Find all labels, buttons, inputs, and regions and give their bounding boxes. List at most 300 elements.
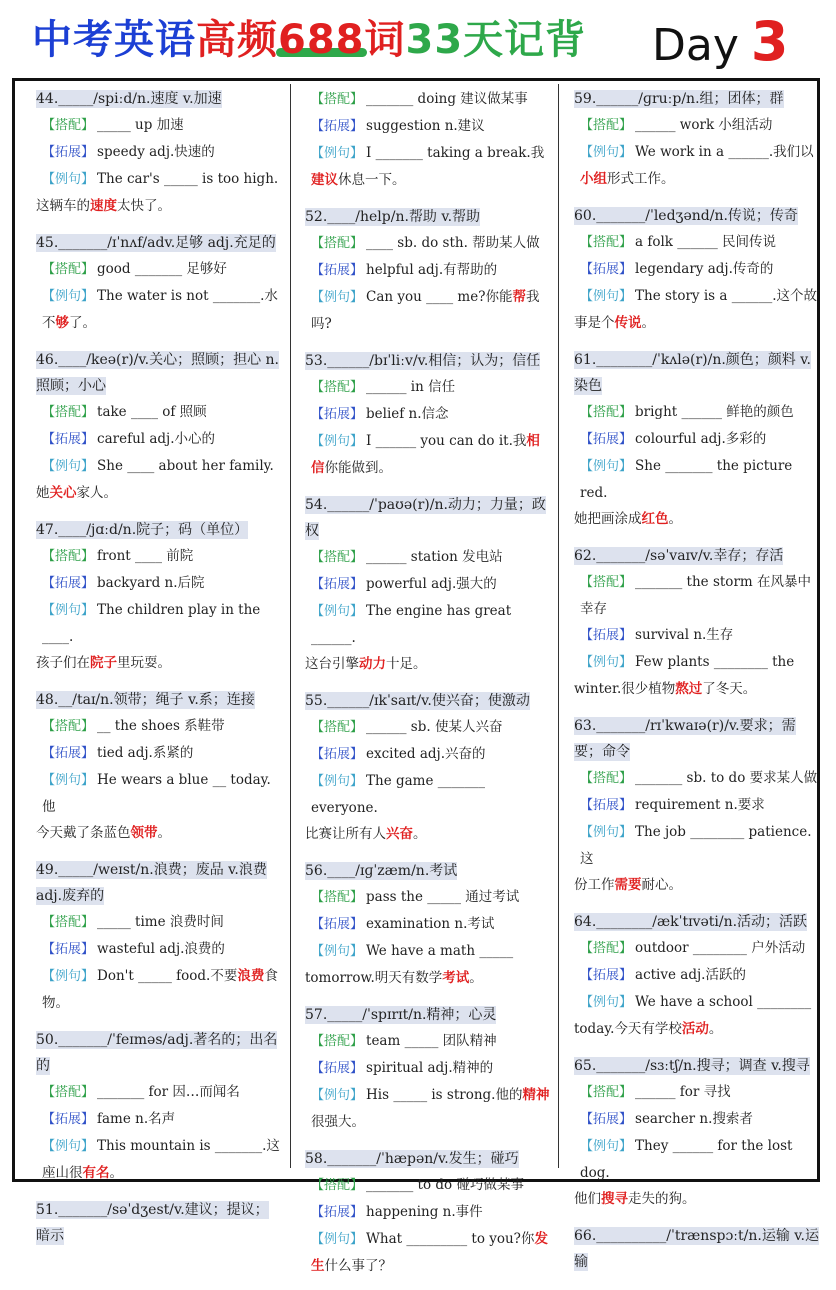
title-part-1: 中考英语 — [32, 17, 196, 63]
example-text: His _____ is strong.他的 — [366, 1087, 523, 1103]
example-continuation — [36, 820, 282, 846]
collocation-line — [580, 229, 820, 256]
example-line — [311, 1082, 551, 1135]
extension-text: active adj.活跃的 — [635, 967, 746, 983]
collocation-tag: 【搭配】 — [580, 575, 633, 590]
example-continuation — [305, 651, 551, 677]
extension-tag: 【拓展】 — [42, 432, 95, 447]
extension-line — [580, 256, 820, 283]
example-highlight: 发生 — [311, 1231, 548, 1274]
headword: 46.____/keə(r)/v.关心；照顾；担心 n.照顾；小心 — [36, 352, 279, 394]
example-text: The children play in the ____. — [42, 602, 261, 645]
example-text-2: 事是个 — [574, 315, 615, 331]
example-highlight: 动力 — [359, 656, 386, 672]
headword-line — [36, 857, 282, 909]
word-entry — [305, 1146, 551, 1279]
word-entry — [574, 1053, 820, 1212]
collocation-line — [42, 543, 282, 570]
word-entry — [305, 86, 551, 193]
extension-tag: 【拓展】 — [580, 798, 633, 813]
example-tag: 【例句】 — [311, 1088, 364, 1103]
example-text-3: 。 — [413, 826, 427, 842]
extension-text: careful adj.小心的 — [97, 431, 216, 447]
example-text-2: 今天戴了条蓝色 — [36, 825, 131, 841]
example-continuation — [574, 1186, 820, 1212]
headword-line — [305, 688, 551, 714]
collocation-line — [42, 256, 282, 283]
extension-line — [311, 113, 551, 140]
example-continuation — [574, 506, 820, 532]
headword: 60._______/ˈledʒənd/n.传说；传奇 — [574, 208, 798, 224]
example-line — [42, 767, 282, 820]
example-text: They ______ for the lost dog. — [580, 1138, 793, 1181]
headword: 51._______/səˈdʒest/v.建议；提议；暗示 — [36, 1202, 269, 1244]
example-highlight: 红色 — [641, 511, 669, 527]
word-entry — [36, 857, 282, 1016]
headword-line — [574, 86, 820, 112]
headword-line — [36, 86, 282, 112]
example-text: She _______ the picture red. — [580, 458, 793, 501]
column-divider-2 — [558, 84, 559, 1168]
example-text-3: 什么事了？ — [324, 1258, 392, 1274]
collocation-line — [42, 909, 282, 936]
extension-tag: 【拓展】 — [580, 628, 633, 643]
example-continuation — [574, 872, 820, 898]
example-tag: 【例句】 — [42, 289, 95, 304]
example-text-3: 很强大。 — [311, 1114, 365, 1130]
example-text-3: 。 — [668, 511, 682, 527]
example-text-3: 。 — [708, 1021, 723, 1037]
extension-tag: 【拓展】 — [311, 119, 364, 134]
word-entry — [305, 492, 551, 677]
headword-line — [36, 687, 282, 713]
word-entry — [574, 713, 820, 898]
example-text-3: 太快了。 — [117, 198, 171, 214]
headword-line — [305, 1002, 551, 1028]
word-entry — [574, 909, 820, 1042]
example-highlight: 小组 — [580, 171, 607, 187]
example-text-3: 我吗? — [311, 289, 540, 332]
example-text-2: 份工作 — [574, 877, 615, 893]
example-line — [311, 284, 551, 337]
collocation-text: ______ sb. 使某人兴奋 — [366, 719, 503, 735]
example-line — [42, 1133, 282, 1186]
collocation-text: good _______ 足够好 — [97, 261, 227, 277]
example-text: The job ________ patience.这 — [580, 824, 812, 867]
example-text: The car's _____ is too high. — [97, 171, 279, 187]
headword: 44._____/spiːd/n.速度 v.加速 — [36, 91, 222, 107]
day-label: Day — [652, 20, 739, 71]
example-line — [311, 428, 551, 481]
extension-text: suggestion n.建议 — [366, 118, 485, 134]
example-text-2: 这辆车的 — [36, 198, 90, 214]
headword-line — [574, 1223, 820, 1275]
collocation-line — [580, 399, 820, 426]
collocation-line — [42, 713, 282, 740]
example-text-3: 你能做到。 — [324, 460, 392, 476]
extension-line — [311, 401, 551, 428]
extension-tag: 【拓展】 — [42, 1112, 95, 1127]
example-text-2: 她 — [36, 485, 50, 501]
extension-text: excited adj.兴奋的 — [366, 746, 486, 762]
collocation-line — [311, 1028, 551, 1055]
example-tag: 【例句】 — [311, 434, 364, 449]
extension-line — [42, 426, 282, 453]
example-tag: 【例句】 — [311, 944, 364, 959]
example-highlight: 相信 — [311, 433, 540, 476]
example-text: We work in a ______.我们以 — [635, 144, 814, 160]
extension-tag: 【拓展】 — [311, 407, 364, 422]
column-2 — [305, 86, 551, 1290]
example-line — [311, 938, 551, 965]
example-line — [311, 1226, 551, 1279]
example-text-2: tomorrow.明天有数学 — [305, 970, 443, 986]
extension-line — [311, 911, 551, 938]
extension-line — [580, 792, 820, 819]
headword-line — [36, 347, 282, 399]
extension-text: helpful adj.有帮助的 — [366, 262, 498, 278]
collocation-text: pass the _____ 通过考试 — [366, 889, 520, 905]
word-entry — [574, 543, 820, 702]
extension-line — [42, 936, 282, 963]
headword: 55.______/ɪkˈsaɪt/v.使兴奋；使激动 — [305, 693, 530, 709]
headword-line — [36, 1027, 282, 1079]
extension-text: survival n.生存 — [635, 627, 734, 643]
headword-line — [36, 517, 282, 543]
collocation-text: ______ station 发电站 — [366, 549, 503, 565]
extension-text: speedy adj.快速的 — [97, 144, 215, 160]
collocation-tag: 【搭配】 — [42, 719, 95, 734]
example-line — [580, 139, 820, 192]
example-text: What _________ to you?你 — [366, 1231, 535, 1247]
headword: 53.______/bɪˈliːv/v.相信；认为；信任 — [305, 353, 541, 369]
word-entry — [305, 204, 551, 337]
example-text-3: 。 — [469, 970, 483, 986]
extension-tag: 【拓展】 — [580, 262, 633, 277]
word-entry — [574, 1223, 820, 1275]
extension-text: belief n.信念 — [366, 406, 449, 422]
collocation-text: team _____ 团队精神 — [366, 1033, 497, 1049]
example-highlight: 搜寻 — [601, 1191, 628, 1207]
example-text-3: 了冬天。 — [702, 681, 757, 697]
collocation-line — [580, 569, 820, 622]
headword: 64.________/ækˈtɪvəti/n.活动；活跃 — [574, 914, 808, 930]
headword-line — [305, 1146, 551, 1172]
day-indicator — [652, 10, 789, 73]
extension-text: wasteful adj.浪费的 — [97, 941, 225, 957]
example-line — [580, 453, 820, 506]
example-highlight: 速度 — [90, 198, 117, 214]
collocation-text: _______ to do 碰巧做某事 — [366, 1177, 524, 1193]
example-line — [311, 768, 551, 821]
headword: 56.____/ɪɡˈzæm/n.考试 — [305, 863, 458, 879]
headword: 57._____/ˈspɪrɪt/n.精神；心灵 — [305, 1007, 497, 1023]
example-text-2: 孩子们在 — [36, 655, 90, 671]
collocation-line — [580, 935, 820, 962]
day-number: 3 — [750, 10, 789, 73]
example-highlight: 需要 — [614, 877, 642, 893]
example-line — [580, 1133, 820, 1186]
headword-line — [574, 347, 820, 399]
example-text: We have a math _____ — [366, 943, 514, 959]
column-divider-1 — [290, 84, 291, 1168]
headword: 66.__________/ˈtrænspɔːt/n.运输 v.运输 — [574, 1228, 819, 1270]
word-entry — [36, 1027, 282, 1186]
example-line — [580, 649, 820, 676]
example-text-3: 耐心。 — [641, 877, 682, 893]
headword: 58._______/ˈhæpən/v.发生；碰巧 — [305, 1151, 519, 1167]
example-text: I _______ taking a break.我 — [366, 145, 545, 161]
collocation-tag: 【搭配】 — [42, 549, 95, 564]
example-tag: 【例句】 — [311, 1232, 364, 1247]
headword-line — [36, 230, 282, 256]
extension-text: searcher n.搜索者 — [635, 1111, 753, 1127]
extension-line — [311, 1055, 551, 1082]
example-text: The game _______ everyone. — [311, 773, 486, 816]
column-1 — [36, 86, 282, 1260]
headword-line — [305, 204, 551, 230]
headword: 50._______/ˈfeɪməs/adj.著名的；出名的 — [36, 1032, 278, 1074]
example-tag: 【例句】 — [42, 1139, 95, 1154]
collocation-text: ______ work 小组活动 — [635, 117, 773, 133]
title-number — [278, 17, 365, 63]
collocation-text: ____ sb. do sth. 帮助某人做 — [366, 235, 540, 251]
collocation-tag: 【搭配】 — [580, 771, 633, 786]
column-3 — [574, 86, 820, 1286]
collocation-tag: 【搭配】 — [580, 405, 633, 420]
extension-line — [580, 1106, 820, 1133]
extension-text: fame n.名声 — [97, 1111, 176, 1127]
example-highlight: 精神 — [522, 1087, 550, 1103]
extension-text: tied adj.系紧的 — [97, 745, 194, 761]
extension-text: happening n.事件 — [366, 1204, 483, 1220]
headword-line — [305, 858, 551, 884]
example-highlight: 领带 — [130, 825, 158, 841]
collocation-tag: 【搭配】 — [42, 1085, 95, 1100]
extension-tag: 【拓展】 — [311, 1205, 364, 1220]
example-tag: 【例句】 — [580, 825, 633, 840]
collocation-line — [311, 884, 551, 911]
example-text-3: 食物。 — [42, 968, 278, 1011]
example-line — [311, 140, 551, 193]
extension-line — [311, 741, 551, 768]
example-highlight: 够 — [55, 315, 69, 331]
headword: 52.____/help/n.帮助 v.帮助 — [305, 209, 481, 225]
collocation-tag: 【搭配】 — [580, 941, 633, 956]
extension-line — [42, 1106, 282, 1133]
collocation-text: _______ for 因…而闻名 — [97, 1084, 240, 1100]
word-entry — [36, 687, 282, 846]
collocation-tag: 【搭配】 — [311, 550, 364, 565]
title-part-2: 高频 — [196, 17, 278, 63]
extension-line — [580, 622, 820, 649]
collocation-text: __ the shoes 系鞋带 — [97, 718, 225, 734]
collocation-line — [580, 765, 820, 792]
collocation-tag: 【搭配】 — [580, 235, 633, 250]
collocation-tag: 【搭配】 — [311, 380, 364, 395]
extension-tag: 【拓展】 — [42, 145, 95, 160]
example-text-3: 了。 — [69, 315, 96, 331]
collocation-line — [311, 374, 551, 401]
collocation-tag: 【搭配】 — [311, 890, 364, 905]
example-tag: 【例句】 — [311, 774, 364, 789]
headword: 61.________/ˈkʌlə(r)/n.颜色；颜料 v.染色 — [574, 352, 811, 394]
collocation-text: bright ______ 鲜艳的颜色 — [635, 404, 794, 420]
extension-line — [311, 1199, 551, 1226]
word-entry — [305, 1002, 551, 1135]
collocation-tag: 【搭配】 — [42, 915, 95, 930]
collocation-line — [311, 544, 551, 571]
collocation-text: _______ doing 建议做某事 — [366, 91, 528, 107]
collocation-tag: 【搭配】 — [42, 118, 95, 133]
collocation-tag: 【搭配】 — [42, 262, 95, 277]
extension-text: spiritual adj.精神的 — [366, 1060, 494, 1076]
word-entry — [574, 203, 820, 336]
extension-tag: 【拓展】 — [42, 746, 95, 761]
page-title — [32, 14, 586, 66]
example-text-3: 。 — [109, 1165, 123, 1181]
example-tag: 【例句】 — [42, 603, 95, 618]
example-highlight: 院子 — [90, 655, 117, 671]
example-line — [42, 597, 282, 650]
word-entry — [574, 347, 820, 532]
example-line — [42, 283, 282, 336]
example-line — [42, 453, 282, 480]
example-continuation — [305, 965, 551, 991]
example-text: The story is a ______.这个故 — [635, 288, 818, 304]
example-highlight: 建议 — [311, 172, 338, 188]
extension-line — [42, 570, 282, 597]
collocation-line — [42, 112, 282, 139]
extension-text: legendary adj.传奇的 — [635, 261, 774, 277]
collocation-tag: 【搭配】 — [311, 720, 364, 735]
example-tag: 【例句】 — [311, 604, 364, 619]
word-entry — [36, 517, 282, 676]
example-text-3: 里玩耍。 — [117, 655, 171, 671]
collocation-text: front ____ 前院 — [97, 548, 194, 564]
example-text: We have a school ________ — [635, 994, 812, 1010]
collocation-line — [580, 112, 820, 139]
example-text: I ______ you can do it.我 — [366, 433, 527, 449]
example-tag: 【例句】 — [42, 459, 95, 474]
example-text-2: 他们 — [574, 1191, 601, 1207]
example-highlight: 熬过 — [675, 681, 703, 697]
headword: 49._____/weɪst/n.浪费；废品 v.浪费 adj.废弃的 — [36, 862, 267, 904]
example-text: He wears a blue __ today.他 — [42, 772, 271, 815]
example-text-2: today.今天有学校 — [574, 1021, 682, 1037]
example-highlight: 浪费 — [237, 968, 265, 984]
collocation-tag: 【搭配】 — [580, 1085, 633, 1100]
extension-line — [580, 426, 820, 453]
example-tag: 【例句】 — [580, 1139, 633, 1154]
headword: 54.______/ˈpaʊə(r)/n.动力；力量；政权 — [305, 497, 546, 539]
headword: 63._______/rɪˈkwaɪə(r)/v.要求；需要；命令 — [574, 718, 796, 760]
example-text-2: 她把画涂成 — [574, 511, 642, 527]
collocation-line — [311, 1172, 551, 1199]
word-entry — [36, 1197, 282, 1249]
headword: 47.____/jɑːd/n.院子；码（单位） — [36, 522, 249, 538]
headword-line — [574, 543, 820, 569]
example-text-3: 。 — [157, 825, 171, 841]
word-entry — [305, 688, 551, 847]
example-tag: 【例句】 — [580, 459, 633, 474]
example-line — [580, 819, 820, 872]
collocation-text: outdoor ________ 户外活动 — [635, 940, 806, 956]
extension-line — [42, 139, 282, 166]
example-tag: 【例句】 — [42, 969, 95, 984]
example-tag: 【例句】 — [42, 773, 95, 788]
collocation-text: _____ time 浪费时间 — [97, 914, 224, 930]
collocation-line — [580, 1079, 820, 1106]
example-text: Can you ____ me?你能 — [366, 289, 513, 305]
collocation-text: ______ for 寻找 — [635, 1084, 731, 1100]
example-text-3: 走失的狗。 — [628, 1191, 696, 1207]
example-text-3: 十足。 — [386, 656, 427, 672]
extension-line — [580, 962, 820, 989]
example-tag: 【例句】 — [580, 145, 633, 160]
extension-tag: 【拓展】 — [311, 263, 364, 278]
example-highlight: 传说 — [614, 315, 642, 331]
title-part-3: 词 — [364, 17, 406, 63]
example-continuation — [574, 1016, 820, 1042]
collocation-text: take ____ of 照顾 — [97, 404, 207, 420]
collocation-text: _______ the storm 在风暴中幸存 — [580, 574, 811, 617]
example-text-3: 。 — [641, 315, 655, 331]
example-text-3: 家人。 — [76, 485, 117, 501]
example-text: She ____ about her family. — [97, 458, 274, 474]
extension-text: requirement n.要求 — [635, 797, 765, 813]
example-continuation — [36, 193, 282, 219]
example-line — [42, 963, 282, 1016]
example-continuation — [36, 650, 282, 676]
example-text: Don't _____ food.不要 — [97, 968, 238, 984]
extension-tag: 【拓展】 — [42, 942, 95, 957]
extension-tag: 【拓展】 — [42, 576, 95, 591]
headword: 45._______/ɪˈnʌf/adv.足够 adj.充足的 — [36, 235, 276, 251]
example-continuation — [36, 480, 282, 506]
title-number-text: 688 — [278, 17, 365, 63]
word-entry — [574, 86, 820, 192]
extension-tag: 【拓展】 — [580, 968, 633, 983]
example-text-3: 休息一下。 — [338, 172, 406, 188]
word-entry — [305, 348, 551, 481]
example-text: The water is not _______.水不 — [42, 288, 278, 331]
collocation-tag: 【搭配】 — [580, 118, 633, 133]
example-continuation — [305, 821, 551, 847]
example-continuation — [574, 310, 820, 336]
example-text: This mountain is _______.这座山很 — [42, 1138, 280, 1181]
example-line — [580, 989, 820, 1016]
example-highlight: 关心 — [49, 485, 77, 501]
extension-text: colourful adj.多彩的 — [635, 431, 767, 447]
example-text: The engine has great ______. — [311, 603, 512, 646]
extension-text: backyard n.后院 — [97, 575, 205, 591]
extension-tag: 【拓展】 — [580, 432, 633, 447]
word-entry — [305, 858, 551, 991]
headword: 62._______/səˈvaɪv/v.幸存；存活 — [574, 548, 784, 564]
extension-tag: 【拓展】 — [311, 1061, 364, 1076]
example-tag: 【例句】 — [311, 290, 364, 305]
collocation-line — [311, 230, 551, 257]
extension-tag: 【拓展】 — [580, 1112, 633, 1127]
headword-line — [574, 203, 820, 229]
example-text-2: 这台引擎 — [305, 656, 359, 672]
example-continuation — [574, 676, 820, 702]
collocation-tag: 【搭配】 — [311, 1034, 364, 1049]
collocation-text: a folk ______ 民间传说 — [635, 234, 777, 250]
headword: 48.__/taɪ/n.领带；绳子 v.系；连接 — [36, 692, 255, 708]
extension-text: examination n.考试 — [366, 916, 495, 932]
